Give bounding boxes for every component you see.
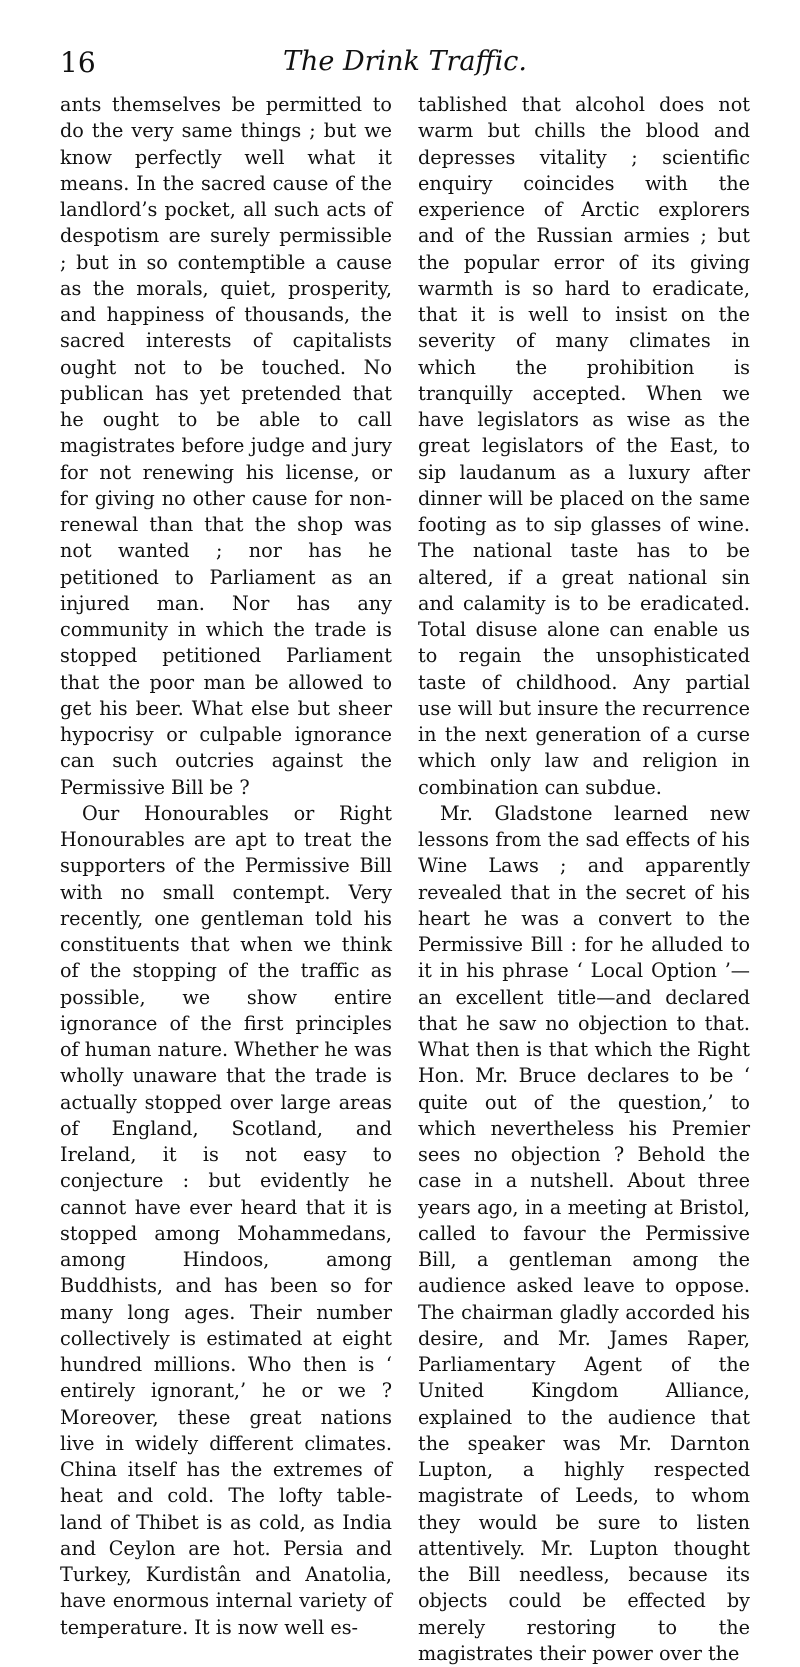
paragraph: ants themselves be permitted to do the very same things ; but we know perfectly well what it means. In the sacred cause of the landlord’s pocket, all such acts of despotism are surely permissible ; but in so contemptible a cause as the morals, quiet, prosperity, and happiness of thousands, the sacred interests of capitalists ought not to be touched. No publican has yet pretended that he ought to be able to call magistrates before judge and jury for not renewing his license, or for giving no other cause for non-renewal than that the shop was not wanted ; nor has he petitioned to Parliament as an injured man. Nor has any community in which the trade is stopped petitioned Parliament that the poor man be allowed to get his beer. What else but sheer hypocrisy or culpable ignorance can such outcries against the Permissive Bill be ? xyxy=(60,93,392,799)
page-number: 16 xyxy=(60,46,96,79)
page-header xyxy=(60,40,750,80)
paragraph: tablished that alcohol does not warm but chills the blood and depresses vitality ; scientific enquiry coincides with the experience of Arctic explorers and of the Russian armies ; but the popular error of its giving warmth is so hard to eradicate, that it is well to insist on the severity of many climates in which the prohibition is tranquilly accepted. When we have legislators as wise as the great legislators of the East, to sip laudanum as a luxury after dinner will be placed on the same footing as to sip glasses of wine. The national taste has to be altered, if a great national sin and calamity is to be eradicated. Total disuse alone can enable us to regain the unsophisticated taste of childhood. Any partial use will but insure the recurrence in the next generation of a curse which only law and religion in combination can subdue. xyxy=(418,93,750,799)
running-title: The Drink Traffic. xyxy=(283,46,527,77)
paragraph: Our Honourables or Right Honourables are apt to treat the supporters of the Permissive Bill with no small contempt. Very recently, one gentleman told his constituents that when we think of the stopping of the traffic as possible, we show entire ignorance of the first principles of human nature. Whether he was wholly unaware that the trade is actually stopped over large areas of England, Scotland, and Ireland, it is not easy to conjecture : but evidently he cannot have ever heard that it is stopped among Mohammedans, among Hindoos, among Buddhists, and has been so for many long ages. Their number collectively is estimated at eight hundred millions. Who then is ‘ entirely ignorant,’ he or we ? Moreover, these great nations live in widely different climates. China itself has the extremes of heat and cold. The lofty table-land of Thibet is as cold, as India and Ceylon are hot. Persia and Turkey, Kurdistân and Anatolia, have enormous internal variety of temperature. It is now well es- xyxy=(60,801,392,1639)
right-column xyxy=(418,92,750,1667)
text-columns xyxy=(60,92,750,1665)
paragraph: Mr. Gladstone learned new lessons from the sad effects of his Wine Laws ; and apparently revealed that in the secret of his heart he was a convert to the Permissive Bill : for he alluded to it in his phrase ‘ Local Option ’—an excellent title—and declared that he saw no objection to that. What then is that which the Right Hon. Mr. Bruce declares to be ‘ quite out of the question,’ to which nevertheless his Premier sees no objection ? Behold the case in a nutshell. About three years ago, in a meeting at Bristol, called to favour the Permissive Bill, a gentleman among the audience asked leave to oppose. The chairman gladly accorded his desire, and Mr. James Raper, Parliamentary Agent of the United Kingdom Alliance, explained to the audience that the speaker was Mr. Darnton Lupton, a highly respected magistrate of Leeds, to whom they would be sure to listen attentively. Mr. Lupton thought the Bill needless, because its objects could be effected by merely restoring to the magistrates their power over the xyxy=(418,801,750,1665)
left-column xyxy=(60,92,392,1641)
